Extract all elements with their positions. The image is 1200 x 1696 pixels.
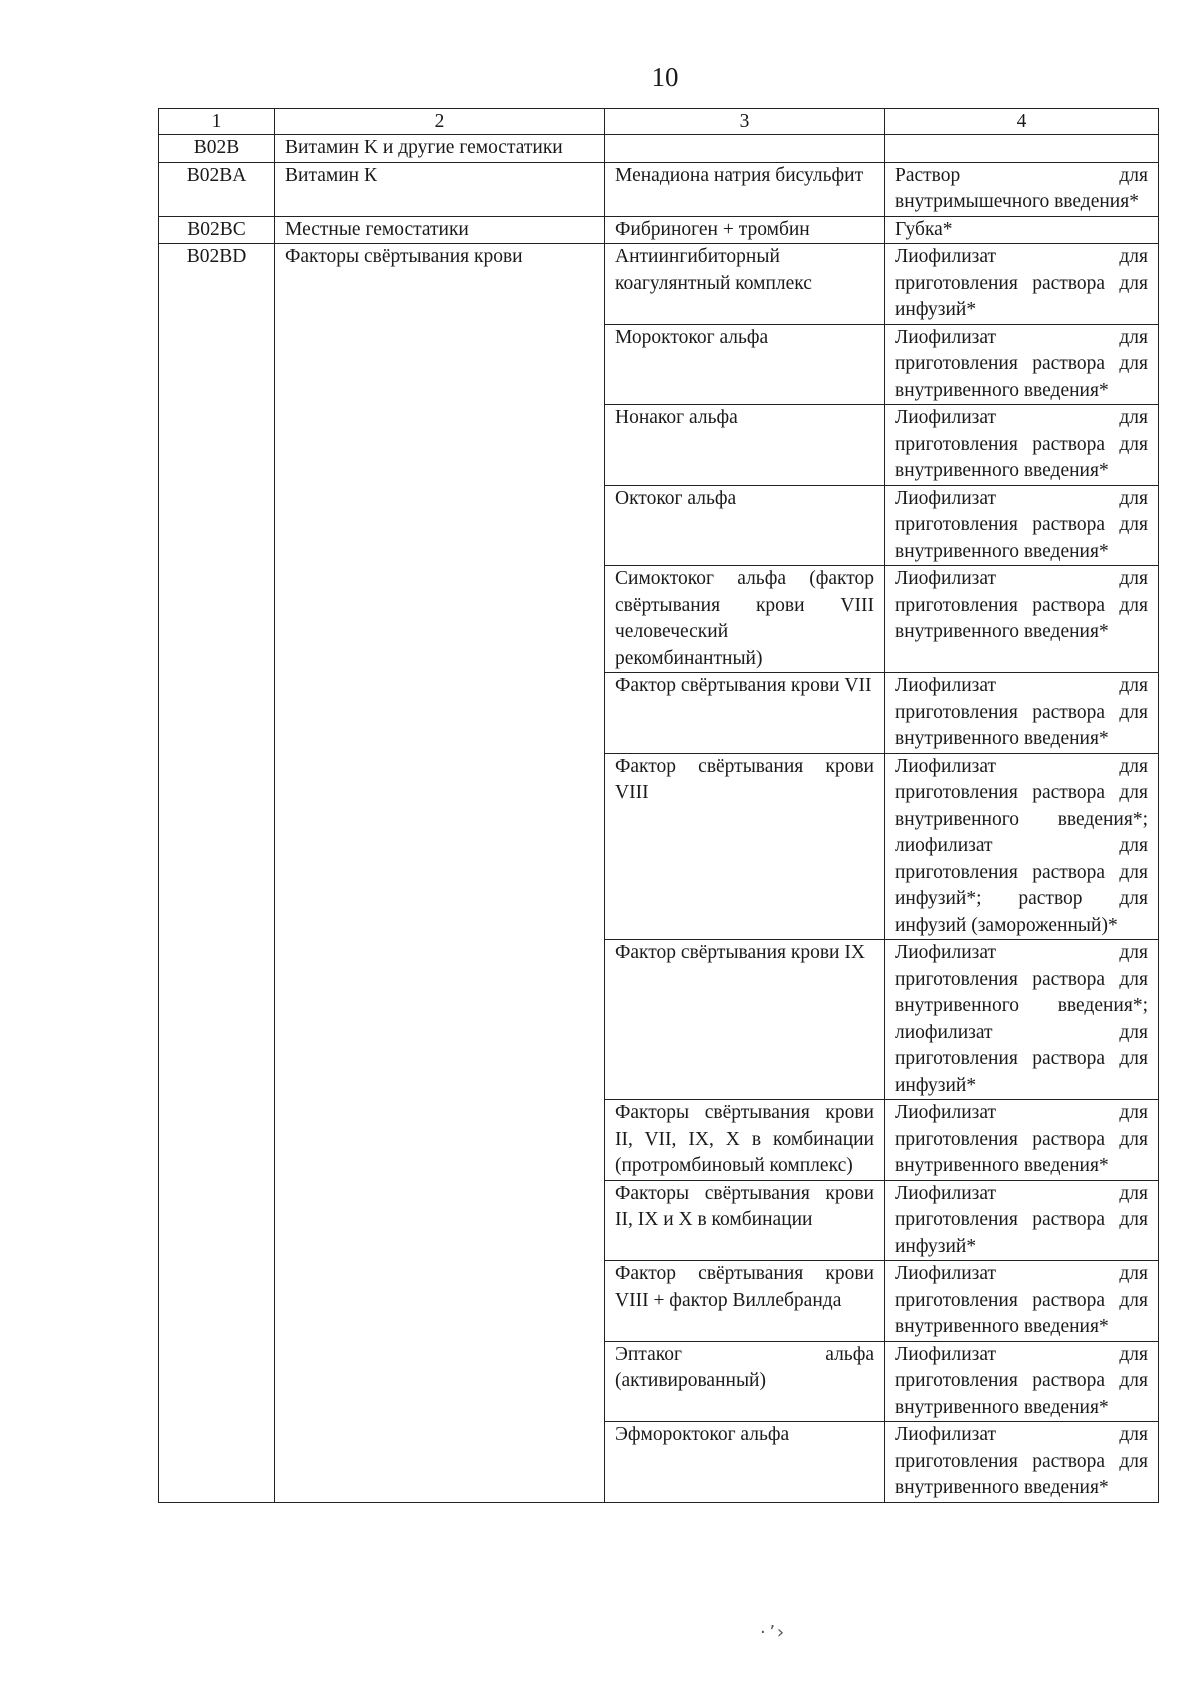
substance-cell: Фактор свёртывания крови IX: [605, 940, 885, 1100]
dosage-form-cell: Лиофилизат для приготовления раствора для внутривенного введения*: [885, 673, 1159, 754]
page-number: 10: [651, 62, 679, 92]
dosage-form-cell: Лиофилизат для приготовления раствора для внутривенного введения*; лиофилизат для приготовления раствора для инфузий*; раствор для инфузий (замороженный)*: [885, 753, 1159, 940]
substance-cell: Мороктоког альфа: [605, 324, 885, 405]
table-header-row: [159, 109, 1159, 135]
table-body: [159, 109, 1159, 1503]
substance-cell: Эптаког альфа (активированный): [605, 1341, 885, 1422]
substance-cell: Фибриноген + тромбин: [605, 216, 885, 244]
table-row: [159, 244, 1159, 325]
dosage-form-cell: Лиофилизат для приготовления раствора для внутривенного введения*: [885, 1341, 1159, 1422]
header-cell-4: 4: [885, 109, 1159, 135]
header-cell-1: 1: [159, 109, 275, 135]
header-cell-2: 2: [275, 109, 605, 135]
dosage-form-cell: Лиофилизат для приготовления раствора для внутривенного введения*; лиофилизат для приготовления раствора для инфузий*: [885, 940, 1159, 1100]
table-row: [159, 216, 1159, 244]
substance-cell: Менадиона натрия бисульфит: [605, 162, 885, 216]
group-name-cell: Местные гемостатики: [275, 216, 605, 244]
table-row: [159, 162, 1159, 216]
atc-code-cell: B02B: [159, 135, 275, 163]
table-row: [159, 135, 1159, 163]
dosage-form-cell: Лиофилизат для приготовления раствора для внутривенного введения*: [885, 566, 1159, 673]
dosage-form-cell: Лиофилизат для приготовления раствора для внутривенного введения*: [885, 405, 1159, 486]
substance-cell: Нонаког альфа: [605, 405, 885, 486]
group-name-cell: Витамин К: [275, 162, 605, 216]
dosage-form-cell: Губка*: [885, 216, 1159, 244]
dosage-form-cell: Раствор для внутримышечного введения*: [885, 162, 1159, 216]
substance-cell: Факторы свёртывания крови II, IX и X в комбинации: [605, 1180, 885, 1261]
dosage-form-cell: Лиофилизат для приготовления раствора для инфузий*: [885, 1180, 1159, 1261]
substance-cell: Факторы свёртывания крови II, VII, IX, X в комбинации (протромбиновый комплекс): [605, 1100, 885, 1181]
atc-code-cell: B02BD: [159, 244, 275, 1503]
dosage-form-cell: Лиофилизат для приготовления раствора для инфузий*: [885, 244, 1159, 325]
dosage-form-cell: Лиофилизат для приготовления раствора для внутривенного введения*: [885, 1422, 1159, 1503]
substance-cell: Октоког альфа: [605, 485, 885, 566]
dosage-form-cell: Лиофилизат для приготовления раствора для внутривенного введения*: [885, 485, 1159, 566]
drug-table: [158, 108, 1159, 1503]
dosage-form-cell: [885, 135, 1159, 163]
atc-code-cell: B02BC: [159, 216, 275, 244]
group-name-cell: Витамин K и другие гемостатики: [275, 135, 605, 163]
group-name-cell: Факторы свёртывания крови: [275, 244, 605, 1503]
substance-cell: Фактор свёртывания крови VIII: [605, 753, 885, 940]
dosage-form-cell: Лиофилизат для приготовления раствора для внутривенного введения*: [885, 1100, 1159, 1181]
scan-specks: · ’ ›: [760, 1622, 785, 1643]
substance-cell: Эфмороктоког альфа: [605, 1422, 885, 1503]
substance-cell: Симоктоког альфа (фактор свёртывания крови VIII человеческий рекомбинантный): [605, 566, 885, 673]
dosage-form-cell: Лиофилизат для приготовления раствора для внутривенного введения*: [885, 324, 1159, 405]
header-cell-3: 3: [605, 109, 885, 135]
dosage-form-cell: Лиофилизат для приготовления раствора для внутривенного введения*: [885, 1261, 1159, 1342]
substance-cell: Антиингибиторный коагулянтный комплекс: [605, 244, 885, 325]
substance-cell: [605, 135, 885, 163]
atc-code-cell: B02BA: [159, 162, 275, 216]
substance-cell: Фактор свёртывания крови VIII + фактор Виллебранда: [605, 1261, 885, 1342]
substance-cell: Фактор свёртывания крови VII: [605, 673, 885, 754]
